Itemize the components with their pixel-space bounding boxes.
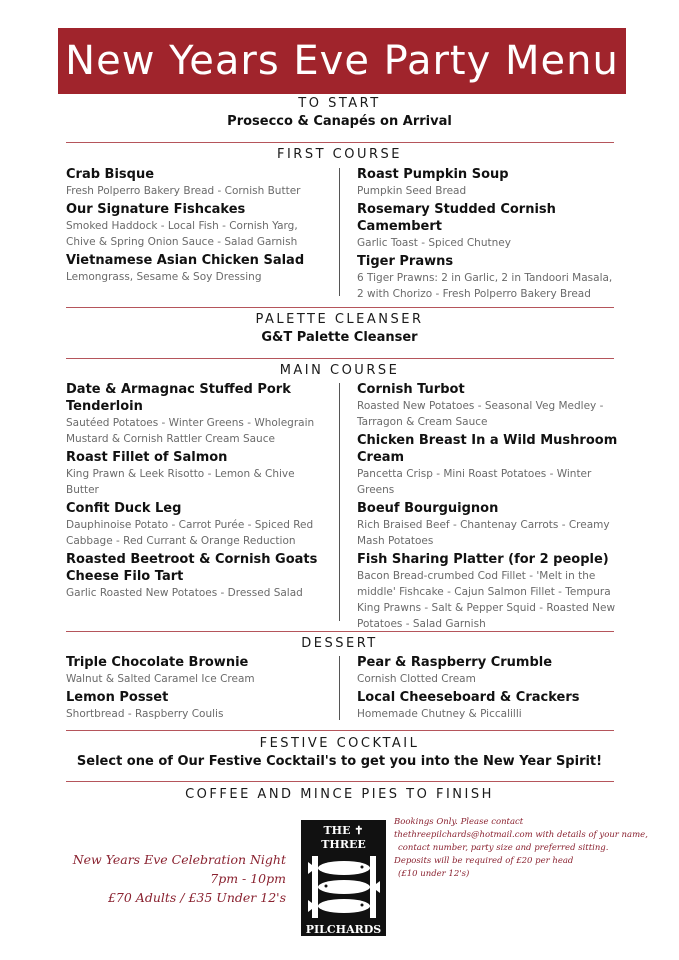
divider	[66, 307, 614, 308]
dessert-left	[66, 654, 328, 724]
dish-name: Roasted Beetroot & Cornish Goats Cheese Filo Tart	[66, 552, 318, 584]
section-heading-palette: PALETTE CLEANSER	[255, 312, 424, 327]
dish-name: Tiger Prawns	[357, 254, 454, 269]
dish-name: Chicken Breast In a Wild Mushroom Cream	[357, 433, 618, 465]
divider	[66, 631, 614, 632]
event-line: 7pm - 10pm	[210, 871, 286, 886]
page-title: New Years Eve Party Menu	[65, 38, 619, 84]
dish-name: Vietnamese Asian Chicken Salad	[66, 253, 305, 268]
divider	[66, 142, 614, 143]
title-banner	[58, 28, 626, 94]
menu-dish	[66, 551, 328, 601]
first-course-right	[357, 166, 619, 304]
menu-dish	[66, 500, 328, 549]
dish-description: King Prawn & Leek Risotto - Lemon & Chive Butter	[66, 468, 295, 496]
dish-description: Bacon Bread-crumbed Cod Fillet - 'Melt in the middle' Fishcake - Cajun Salmon Fillet - Tempura King Prawns - Salt & Pepper Squid - Roasted New Potatoes - Salad Garnish	[357, 570, 616, 630]
menu-dish	[357, 551, 619, 632]
event-line: New Years Eve Celebration Night	[72, 852, 286, 867]
dish-description: Sautéed Potatoes - Winter Greens - Wholegrain Mustard & Cornish Rattler Cream Sauce	[66, 417, 315, 445]
dish-name: Crab Bisque	[66, 167, 155, 182]
menu-dish	[66, 252, 328, 285]
booking-info	[394, 816, 664, 881]
menu-dish	[357, 654, 619, 687]
to-start-item: Prosecco & Canapés on Arrival	[227, 114, 452, 129]
dish-name: Boeuf Bourguignon	[357, 501, 499, 516]
dish-name: Rosemary Studded Cornish Camembert	[357, 202, 556, 234]
cocktail-item: Select one of Our Festive Cocktail's to get you into the New Year Spirit!	[76, 754, 603, 769]
dish-description: Smoked Haddock - Local Fish - Cornish Yarg, Chive & Spring Onion Sauce - Salad Garnish	[66, 220, 298, 248]
dish-name: Fish Sharing Platter (for 2 people)	[357, 552, 609, 567]
dish-description: Dauphinoise Potato - Carrot Purée - Spiced Red Cabbage - Red Currant & Orange Reduction	[66, 519, 314, 547]
finish-heading: COFFEE AND MINCE PIES TO FINISH	[185, 787, 494, 802]
dish-description: 6 Tiger Prawns: 2 in Garlic, 2 in Tandoori Masala, 2 with Chorizo - Fresh Polperro Bakery Bread	[357, 272, 613, 300]
three-pilchards-logo	[301, 820, 386, 943]
menu-dish	[357, 500, 619, 549]
dish-description: Homemade Chutney & Piccalilli	[357, 708, 522, 720]
dish-description: Roasted New Potatoes - Seasonal Veg Medley - Tarragon & Cream Sauce	[357, 400, 604, 428]
logo-top-text: THE ✝ THREE	[321, 824, 366, 851]
menu-dish	[66, 166, 328, 199]
dish-description: Walnut & Salted Caramel Ice Cream	[66, 673, 255, 685]
main-course-left	[66, 381, 328, 603]
menu-dish	[357, 689, 619, 722]
column-divider	[339, 168, 340, 296]
booking-line: (£10 under 12's)	[398, 869, 470, 879]
divider	[66, 358, 614, 359]
menu-dish	[357, 381, 619, 430]
dish-name: Roast Pumpkin Soup	[357, 167, 509, 182]
dish-name: Date & Armagnac Stuffed Pork Tenderloin	[66, 382, 291, 414]
dish-description: Pumpkin Seed Bread	[357, 185, 467, 197]
dish-name: Local Cheeseboard & Crackers	[357, 690, 580, 705]
menu-dish	[357, 432, 619, 498]
menu-dish	[357, 166, 619, 199]
dish-description: Shortbread - Raspberry Coulis	[66, 708, 224, 720]
dessert-right	[357, 654, 619, 724]
menu-dish	[66, 449, 328, 498]
dish-name: Our Signature Fishcakes	[66, 202, 246, 217]
dish-name: Triple Chocolate Brownie	[66, 655, 249, 670]
booking-line: thethreepilchards@hotmail.com with details of your name,	[394, 830, 648, 840]
section-heading-first-course: FIRST COURSE	[277, 147, 402, 162]
menu-dish	[357, 201, 619, 251]
logo-sub-text: Polperro Cornwall	[317, 936, 370, 943]
booking-line: contact number, party size and preferred sitting.	[398, 843, 609, 853]
dish-name: Lemon Posset	[66, 690, 169, 705]
divider	[66, 730, 614, 731]
dish-description: Garlic Toast - Spiced Chutney	[357, 237, 511, 249]
dish-name: Roast Fillet of Salmon	[66, 450, 228, 465]
section-heading-main-course: MAIN COURSE	[279, 363, 400, 378]
menu-dish	[357, 253, 619, 302]
menu-dish	[66, 689, 328, 722]
booking-line: Deposits will be required of £20 per head	[394, 856, 574, 866]
section-heading-dessert: DESSERT	[301, 636, 378, 651]
menu-dish	[66, 201, 328, 250]
event-line: £70 Adults / £35 Under 12's	[107, 890, 286, 905]
booking-line: Bookings Only. Please contact	[394, 817, 524, 827]
column-divider	[339, 656, 340, 720]
logo-bottom-text: PILCHARDS	[305, 923, 382, 936]
event-details	[66, 850, 286, 907]
dish-description: Garlic Roasted New Potatoes - Dressed Salad	[66, 587, 303, 599]
main-course-right	[357, 381, 619, 634]
divider	[66, 781, 614, 782]
section-heading-to-start: TO START	[298, 96, 381, 111]
palette-item: G&T Palette Cleanser	[261, 330, 418, 345]
dish-name: Cornish Turbot	[357, 382, 465, 397]
dish-name: Pear & Raspberry Crumble	[357, 655, 553, 670]
first-course-left	[66, 166, 328, 287]
dish-description: Rich Braised Beef - Chantenay Carrots - Creamy Mash Potatoes	[357, 519, 610, 547]
dish-description: Pancetta Crisp - Mini Roast Potatoes - Winter Greens	[357, 468, 592, 496]
dish-description: Cornish Clotted Cream	[357, 673, 476, 685]
dish-description: Fresh Polperro Bakery Bread - Cornish Butter	[66, 185, 301, 197]
menu-dish	[66, 381, 328, 447]
menu-dish	[66, 654, 328, 687]
dish-description: Lemongrass, Sesame & Soy Dressing	[66, 271, 262, 283]
dish-name: Confit Duck Leg	[66, 501, 182, 516]
section-heading-cocktail: FESTIVE COCKTAIL	[259, 736, 420, 751]
column-divider	[339, 383, 340, 621]
fish-icon	[306, 854, 382, 920]
